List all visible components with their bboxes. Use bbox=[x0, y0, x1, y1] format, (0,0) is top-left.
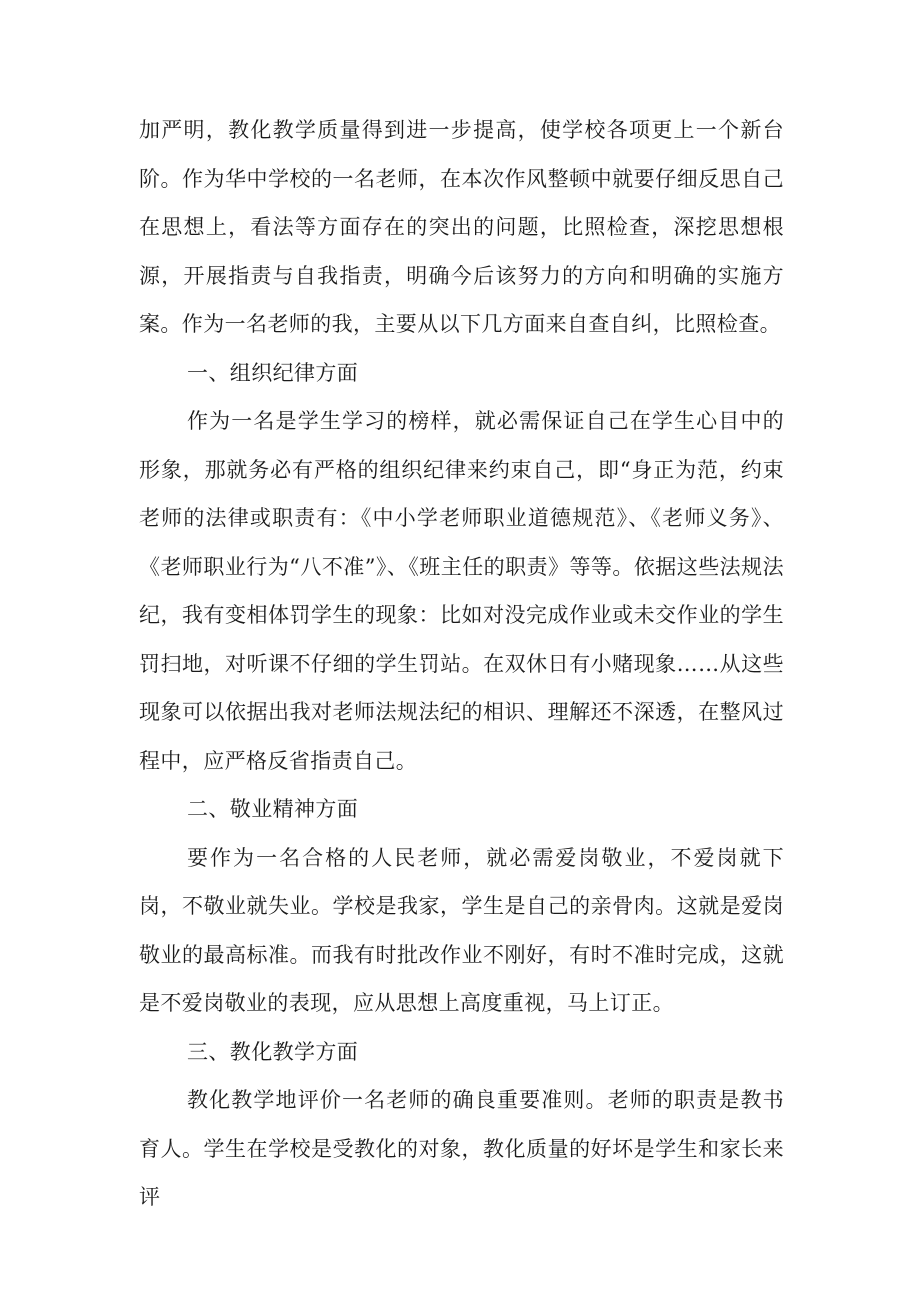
paragraph-discipline: 作为一名是学生学习的榜样，就必需保证自己在学生心目中的形象，那就务必有严格的组织纪律来约束自己，即“身正为范，约束老师的法律或职责有：《中小学老师职业道德规范》、《老师义务》、《老师职业行为“八不准”》、《班主任的职责》等等。依据这些法规法纪，我有变相体罚学生的现象：比如对没完成作业或未交作业的学生罚扫地，对听课不仔细的学生罚站。在双休日有小赌现象……从这些现象可以依据出我对老师法规法纪的相识、理解还不深透，在整风过程中，应严格反省指责自己。 bbox=[139, 409, 784, 773]
paragraph-intro: 加严明，教化教学质量得到进一步提高，使学校各项更上一个新台阶。作为华中学校的一名老师，在本次作风整顿中就要仔细反思自己在思想上，看法等方面存在的突出的问题，比照检查，深挖思想根源，开展指责与自我指责，明确今后该努力的方向和明确的实施方案。作为一名老师的我，主要从以下几方面来自查自纠，比照检查。 bbox=[139, 118, 784, 336]
section-heading-teaching: 三、教化教学方面 bbox=[187, 1039, 359, 1064]
section-heading-discipline: 一、组织纪律方面 bbox=[187, 360, 359, 385]
paragraph-teaching: 教化教学地评价一名老师的确良重要准则。老师的职责是教书育人。学生在学校是受教化的对象，教化质量的好坏是学生和家长来评 bbox=[139, 1088, 784, 1209]
section-heading-dedication: 二、敬业精神方面 bbox=[187, 797, 359, 821]
paragraph-dedication: 要作为一名合格的人民老师，就必需爱岗敬业，不爱岗就下岗，不敬业就失业。学校是我家，学生是自己的亲骨肉。这就是爱岗敬业的最高标准。而我有时批改作业不刚好，有时不准时完成，这就是不爱岗敬业的表现，应从思想上高度重视，马上订正。 bbox=[139, 845, 784, 1015]
document-body bbox=[139, 106, 784, 1222]
